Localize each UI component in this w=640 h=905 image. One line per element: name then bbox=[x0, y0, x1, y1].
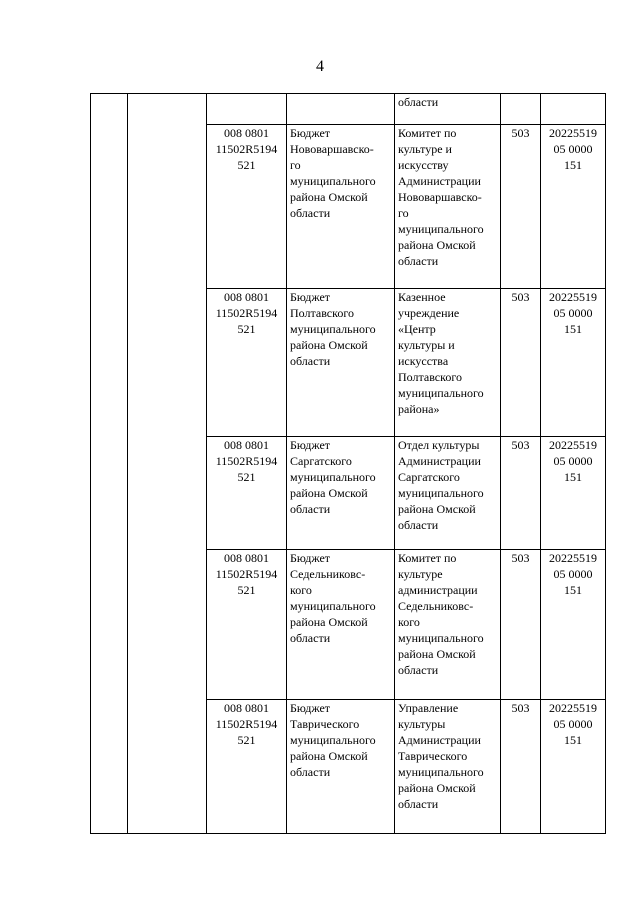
budget-cell bbox=[287, 437, 395, 550]
recipient-line: района Омской bbox=[398, 502, 476, 516]
recipient-line: муниципального bbox=[398, 765, 484, 779]
budget-line: Бюджет bbox=[290, 551, 331, 565]
budget-line: Бюджет bbox=[290, 438, 331, 452]
recipient-line: муниципального bbox=[398, 222, 484, 236]
code-line: 008 0801 bbox=[224, 126, 269, 140]
recipient-cell bbox=[395, 125, 501, 289]
recipient-line: области bbox=[398, 95, 439, 109]
recipient-line: Нововаршавско- bbox=[398, 190, 482, 204]
kbk-line: 151 bbox=[564, 583, 582, 597]
recipient-line: муниципального bbox=[398, 386, 484, 400]
recipient-line: учреждение bbox=[398, 306, 460, 320]
budget-cell bbox=[287, 550, 395, 700]
recipient-cell bbox=[395, 289, 501, 437]
budget-line: муниципального bbox=[290, 322, 376, 336]
kbk-cell bbox=[541, 289, 606, 437]
recipient-line: Саргатского bbox=[398, 470, 460, 484]
code-cell bbox=[207, 94, 287, 125]
code-line: 11502R5194 bbox=[215, 142, 278, 156]
kbk-cell bbox=[541, 437, 606, 550]
code-cell bbox=[207, 289, 287, 437]
recipient-line: культуры и bbox=[398, 338, 455, 352]
code-line: 11502R5194 bbox=[215, 567, 278, 581]
kbk-line: 05 0000 bbox=[553, 454, 593, 468]
recipient-line: муниципального bbox=[398, 486, 484, 500]
recipient-line: Полтавского bbox=[398, 370, 462, 384]
budget-line: области bbox=[290, 631, 331, 645]
code-line: 008 0801 bbox=[224, 290, 269, 304]
number-cell: 503 bbox=[501, 437, 541, 550]
budget-cell bbox=[287, 94, 395, 125]
budget-line: района Омской bbox=[290, 486, 368, 500]
budget-line: Бюджет bbox=[290, 126, 331, 140]
recipient-line: Седельниковс- bbox=[398, 599, 474, 613]
number-cell: 503 bbox=[501, 700, 541, 834]
code-line: 008 0801 bbox=[224, 551, 269, 565]
budget-cell bbox=[287, 289, 395, 437]
kbk-line: 20225519 bbox=[549, 551, 597, 565]
recipient-line: области bbox=[398, 254, 439, 268]
kbk-cell bbox=[541, 700, 606, 834]
recipient-line: кого bbox=[398, 615, 420, 629]
kbk-line: 05 0000 bbox=[553, 142, 593, 156]
code-line: 521 bbox=[237, 583, 256, 597]
budget-line: Полтавского bbox=[290, 306, 354, 320]
budget-line: го bbox=[290, 158, 301, 172]
budget-line: области bbox=[290, 765, 331, 779]
recipient-line: района Омской bbox=[398, 647, 476, 661]
budget-line: Бюджет bbox=[290, 701, 331, 715]
kbk-cell bbox=[541, 94, 606, 125]
recipient-line: Комитет по bbox=[398, 126, 457, 140]
budget-cell bbox=[287, 700, 395, 834]
budget-line: Седельниковс- bbox=[290, 567, 366, 581]
number-cell: 503 bbox=[501, 289, 541, 437]
code-line: 521 bbox=[237, 322, 256, 336]
code-line: 521 bbox=[237, 470, 256, 484]
kbk-cell bbox=[541, 550, 606, 700]
recipient-line: Администрации bbox=[398, 454, 481, 468]
kbk-line: 05 0000 bbox=[553, 567, 593, 581]
recipient-line: Управление bbox=[398, 701, 459, 715]
recipient-line: Администрации bbox=[398, 733, 481, 747]
code-line: 008 0801 bbox=[224, 438, 269, 452]
table-row-continuation bbox=[91, 94, 606, 125]
budget-line: муниципального bbox=[290, 599, 376, 613]
kbk-line: 20225519 bbox=[549, 126, 597, 140]
recipient-line: Казенное bbox=[398, 290, 446, 304]
budget-line: Саргатского bbox=[290, 454, 352, 468]
recipient-line: «Центр bbox=[398, 322, 436, 336]
budget-line: района Омской bbox=[290, 749, 368, 763]
kbk-line: 20225519 bbox=[549, 701, 597, 715]
recipient-cell bbox=[395, 700, 501, 834]
recipient-line: культуры bbox=[398, 717, 446, 731]
kbk-line: 151 bbox=[564, 733, 582, 747]
budget-line: района Омской bbox=[290, 338, 368, 352]
recipient-cell bbox=[395, 437, 501, 550]
number-cell bbox=[501, 94, 541, 125]
budget-line: области bbox=[290, 502, 331, 516]
budget-line: Нововаршавско- bbox=[290, 142, 374, 156]
recipient-line: области bbox=[398, 518, 439, 532]
page-number: 4 bbox=[316, 58, 324, 75]
recipient-cell bbox=[395, 550, 501, 700]
recipient-line: Таврического bbox=[398, 749, 468, 763]
code-cell bbox=[207, 550, 287, 700]
recipient-line: администрации bbox=[398, 583, 478, 597]
budget-line: Таврического bbox=[290, 717, 360, 731]
budget-line: района Омской bbox=[290, 190, 368, 204]
code-line: 11502R5194 bbox=[215, 454, 278, 468]
recipient-line: муниципального bbox=[398, 631, 484, 645]
recipient-line: го bbox=[398, 206, 409, 220]
empty-column-2 bbox=[128, 94, 207, 834]
budget-cell bbox=[287, 125, 395, 289]
code-cell bbox=[207, 700, 287, 834]
budget-line: муниципального bbox=[290, 174, 376, 188]
code-line: 11502R5194 bbox=[215, 717, 278, 731]
kbk-line: 151 bbox=[564, 158, 582, 172]
recipient-line: культуре и bbox=[398, 142, 452, 156]
kbk-cell bbox=[541, 125, 606, 289]
kbk-line: 05 0000 bbox=[553, 306, 593, 320]
code-line: 11502R5194 bbox=[215, 306, 278, 320]
kbk-line: 05 0000 bbox=[553, 717, 593, 731]
recipient-line: района Омской bbox=[398, 781, 476, 795]
recipient-line: Отдел культуры bbox=[398, 438, 480, 452]
recipient-line: области bbox=[398, 663, 439, 677]
budget-line: муниципального bbox=[290, 470, 376, 484]
kbk-line: 20225519 bbox=[549, 290, 597, 304]
recipient-line: Комитет по bbox=[398, 551, 457, 565]
number-cell: 503 bbox=[501, 125, 541, 289]
budget-line: муниципального bbox=[290, 733, 376, 747]
recipient-line: района Омской bbox=[398, 238, 476, 252]
empty-column-1 bbox=[91, 94, 128, 834]
kbk-line: 20225519 bbox=[549, 438, 597, 452]
code-cell bbox=[207, 125, 287, 289]
code-line: 008 0801 bbox=[224, 701, 269, 715]
recipient-cell bbox=[395, 94, 501, 125]
budget-line: Бюджет bbox=[290, 290, 331, 304]
recipient-line: района» bbox=[398, 402, 440, 416]
number-cell: 503 bbox=[501, 550, 541, 700]
recipient-line: искусства bbox=[398, 354, 449, 368]
recipient-line: области bbox=[398, 797, 439, 811]
budget-line: кого bbox=[290, 583, 312, 597]
kbk-line: 151 bbox=[564, 470, 582, 484]
budget-line: области bbox=[290, 354, 331, 368]
code-line: 521 bbox=[237, 733, 256, 747]
budget-line: области bbox=[290, 206, 331, 220]
recipient-line: культуре bbox=[398, 567, 443, 581]
kbk-line: 151 bbox=[564, 322, 582, 336]
recipient-line: искусству bbox=[398, 158, 449, 172]
code-cell bbox=[207, 437, 287, 550]
budget-line: района Омской bbox=[290, 615, 368, 629]
allocation-table bbox=[90, 93, 606, 834]
recipient-line: Администрации bbox=[398, 174, 481, 188]
code-line: 521 bbox=[237, 158, 256, 172]
